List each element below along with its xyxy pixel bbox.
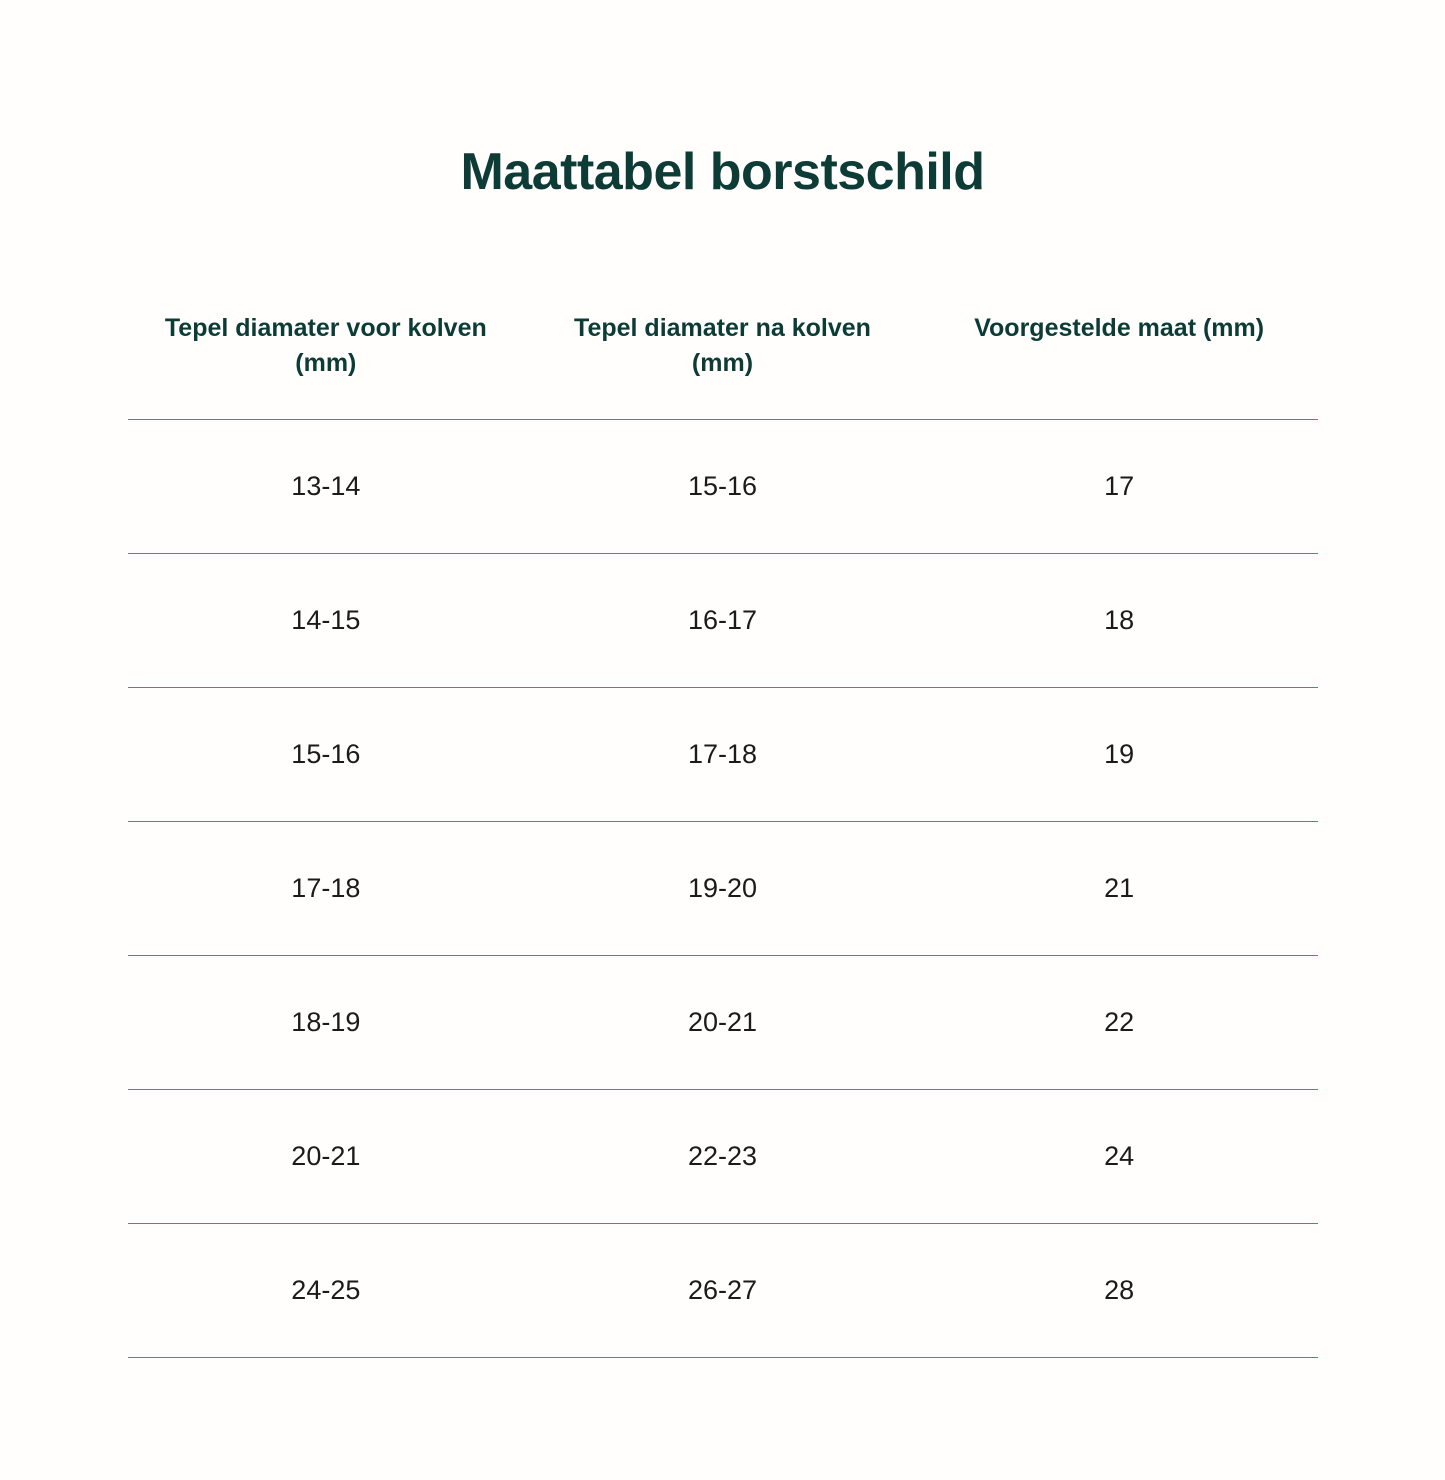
table-row bbox=[128, 1224, 1318, 1358]
cell-suggested-size: 28 bbox=[921, 1224, 1318, 1358]
table-row bbox=[128, 554, 1318, 688]
table-row bbox=[128, 420, 1318, 554]
table-body bbox=[128, 420, 1318, 1358]
table-header-row bbox=[128, 311, 1318, 420]
cell-after-pumping: 16-17 bbox=[524, 554, 921, 688]
cell-before-pumping: 18-19 bbox=[128, 956, 525, 1090]
cell-before-pumping: 24-25 bbox=[128, 1224, 525, 1358]
table-row bbox=[128, 822, 1318, 956]
cell-before-pumping: 15-16 bbox=[128, 688, 525, 822]
table-row bbox=[128, 688, 1318, 822]
size-table-container bbox=[128, 237, 1318, 1358]
table-header bbox=[128, 311, 1318, 420]
cell-before-pumping: 14-15 bbox=[128, 554, 525, 688]
cell-before-pumping: 13-14 bbox=[128, 420, 525, 554]
cell-after-pumping: 19-20 bbox=[524, 822, 921, 956]
cell-before-pumping: 20-21 bbox=[128, 1090, 525, 1224]
cell-after-pumping: 26-27 bbox=[524, 1224, 921, 1358]
cell-suggested-size: 22 bbox=[921, 956, 1318, 1090]
cell-after-pumping: 15-16 bbox=[524, 420, 921, 554]
cell-suggested-size: 24 bbox=[921, 1090, 1318, 1224]
cell-after-pumping: 22-23 bbox=[524, 1090, 921, 1224]
column-header-suggested-size: Voorgestelde maat (mm) bbox=[921, 311, 1318, 420]
size-chart-page bbox=[0, 35, 1445, 1480]
table-row bbox=[128, 1090, 1318, 1224]
cell-after-pumping: 17-18 bbox=[524, 688, 921, 822]
column-header-before-pumping: Tepel diamater voor kolven (mm) bbox=[128, 311, 525, 420]
cell-after-pumping: 20-21 bbox=[524, 956, 921, 1090]
cell-suggested-size: 19 bbox=[921, 688, 1318, 822]
table-row bbox=[128, 956, 1318, 1090]
page-title: Maattabel borstschild bbox=[460, 142, 985, 201]
column-header-after-pumping: Tepel diamater na kolven (mm) bbox=[524, 311, 921, 420]
cell-suggested-size: 21 bbox=[921, 822, 1318, 956]
cell-suggested-size: 18 bbox=[921, 554, 1318, 688]
size-table bbox=[128, 311, 1318, 1358]
cell-suggested-size: 17 bbox=[921, 420, 1318, 554]
cell-before-pumping: 17-18 bbox=[128, 822, 525, 956]
